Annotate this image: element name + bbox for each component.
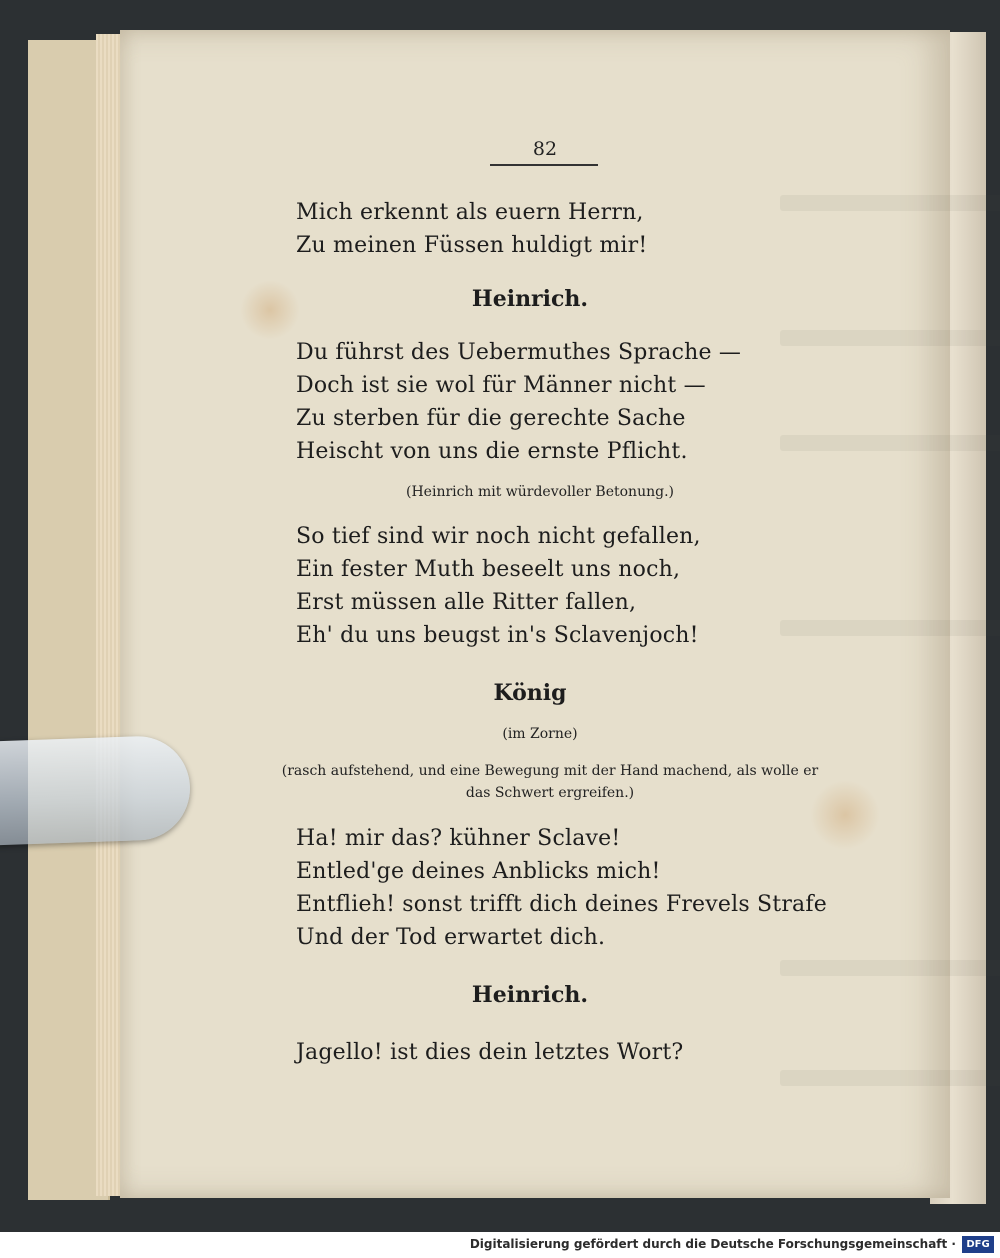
verse-line: Ha! mir das? kühner Sclave! [296, 826, 621, 851]
verse-line: Entflieh! sonst trifft dich deines Frevels Strafe [296, 892, 827, 917]
verse-stanza [296, 336, 741, 468]
verse-stanza [296, 196, 647, 262]
bleed-through [780, 960, 1000, 976]
verse-line: Zu sterben für die gerechte Sache [296, 406, 686, 431]
verse-line: Doch ist sie wol für Männer nicht — [296, 373, 706, 398]
footer-bar [0, 1232, 1000, 1258]
verse-line: Eh' du uns beugst in's Sclavenjoch! [296, 623, 699, 648]
bleed-through [780, 195, 1000, 211]
verse-line: Ein fester Muth beseelt uns noch, [296, 557, 681, 582]
dfg-logo-icon: DFG [962, 1236, 994, 1253]
bleed-through [780, 330, 1000, 346]
stage-direction: (Heinrich mit würdevoller Betonung.) [406, 484, 674, 500]
stage-direction: (im Zorne) [502, 726, 578, 742]
bleed-through [780, 435, 1000, 451]
stage-direction-line: (rasch aufstehend, und eine Bewegung mit der Hand machend, als wolle er [281, 763, 819, 779]
page-number: 82 [532, 138, 558, 160]
speaker-name: König [493, 680, 567, 706]
verse-stanza [296, 1036, 683, 1069]
verse-line: Zu meinen Füssen huldigt mir! [296, 233, 648, 258]
verse-line: Entled'ge deines Anblicks mich! [296, 859, 661, 884]
stage-direction [235, 760, 865, 804]
bleed-through [780, 620, 1000, 636]
bleed-through [780, 1070, 1000, 1086]
verse-line: Mich erkennt als euern Herrn, [296, 200, 644, 225]
paper-stain [240, 280, 300, 340]
speaker-name: Heinrich. [471, 286, 589, 312]
verse-stanza [296, 520, 701, 652]
verse-line: So tief sind wir noch nicht gefallen, [296, 524, 701, 549]
page-holder-clip [0, 735, 192, 846]
verse-stanza [296, 822, 827, 954]
speaker-name: Heinrich. [471, 982, 589, 1008]
verse-line: Du führst des Uebermuthes Sprache — [296, 340, 742, 365]
verse-line: Und der Tod erwartet dich. [296, 925, 606, 950]
header-rule [490, 164, 598, 166]
verse-line: Heischt von uns die ernste Pflicht. [296, 439, 688, 464]
stage-direction-line: das Schwert ergreifen.) [465, 785, 635, 801]
footer-credit: Digitalisierung gefördert durch die Deutsche Forschungsgemeinschaft · [469, 1237, 956, 1251]
verse-line: Erst müssen alle Ritter fallen, [296, 590, 637, 615]
verse-line: Jagello! ist dies dein letztes Wort? [296, 1040, 684, 1065]
